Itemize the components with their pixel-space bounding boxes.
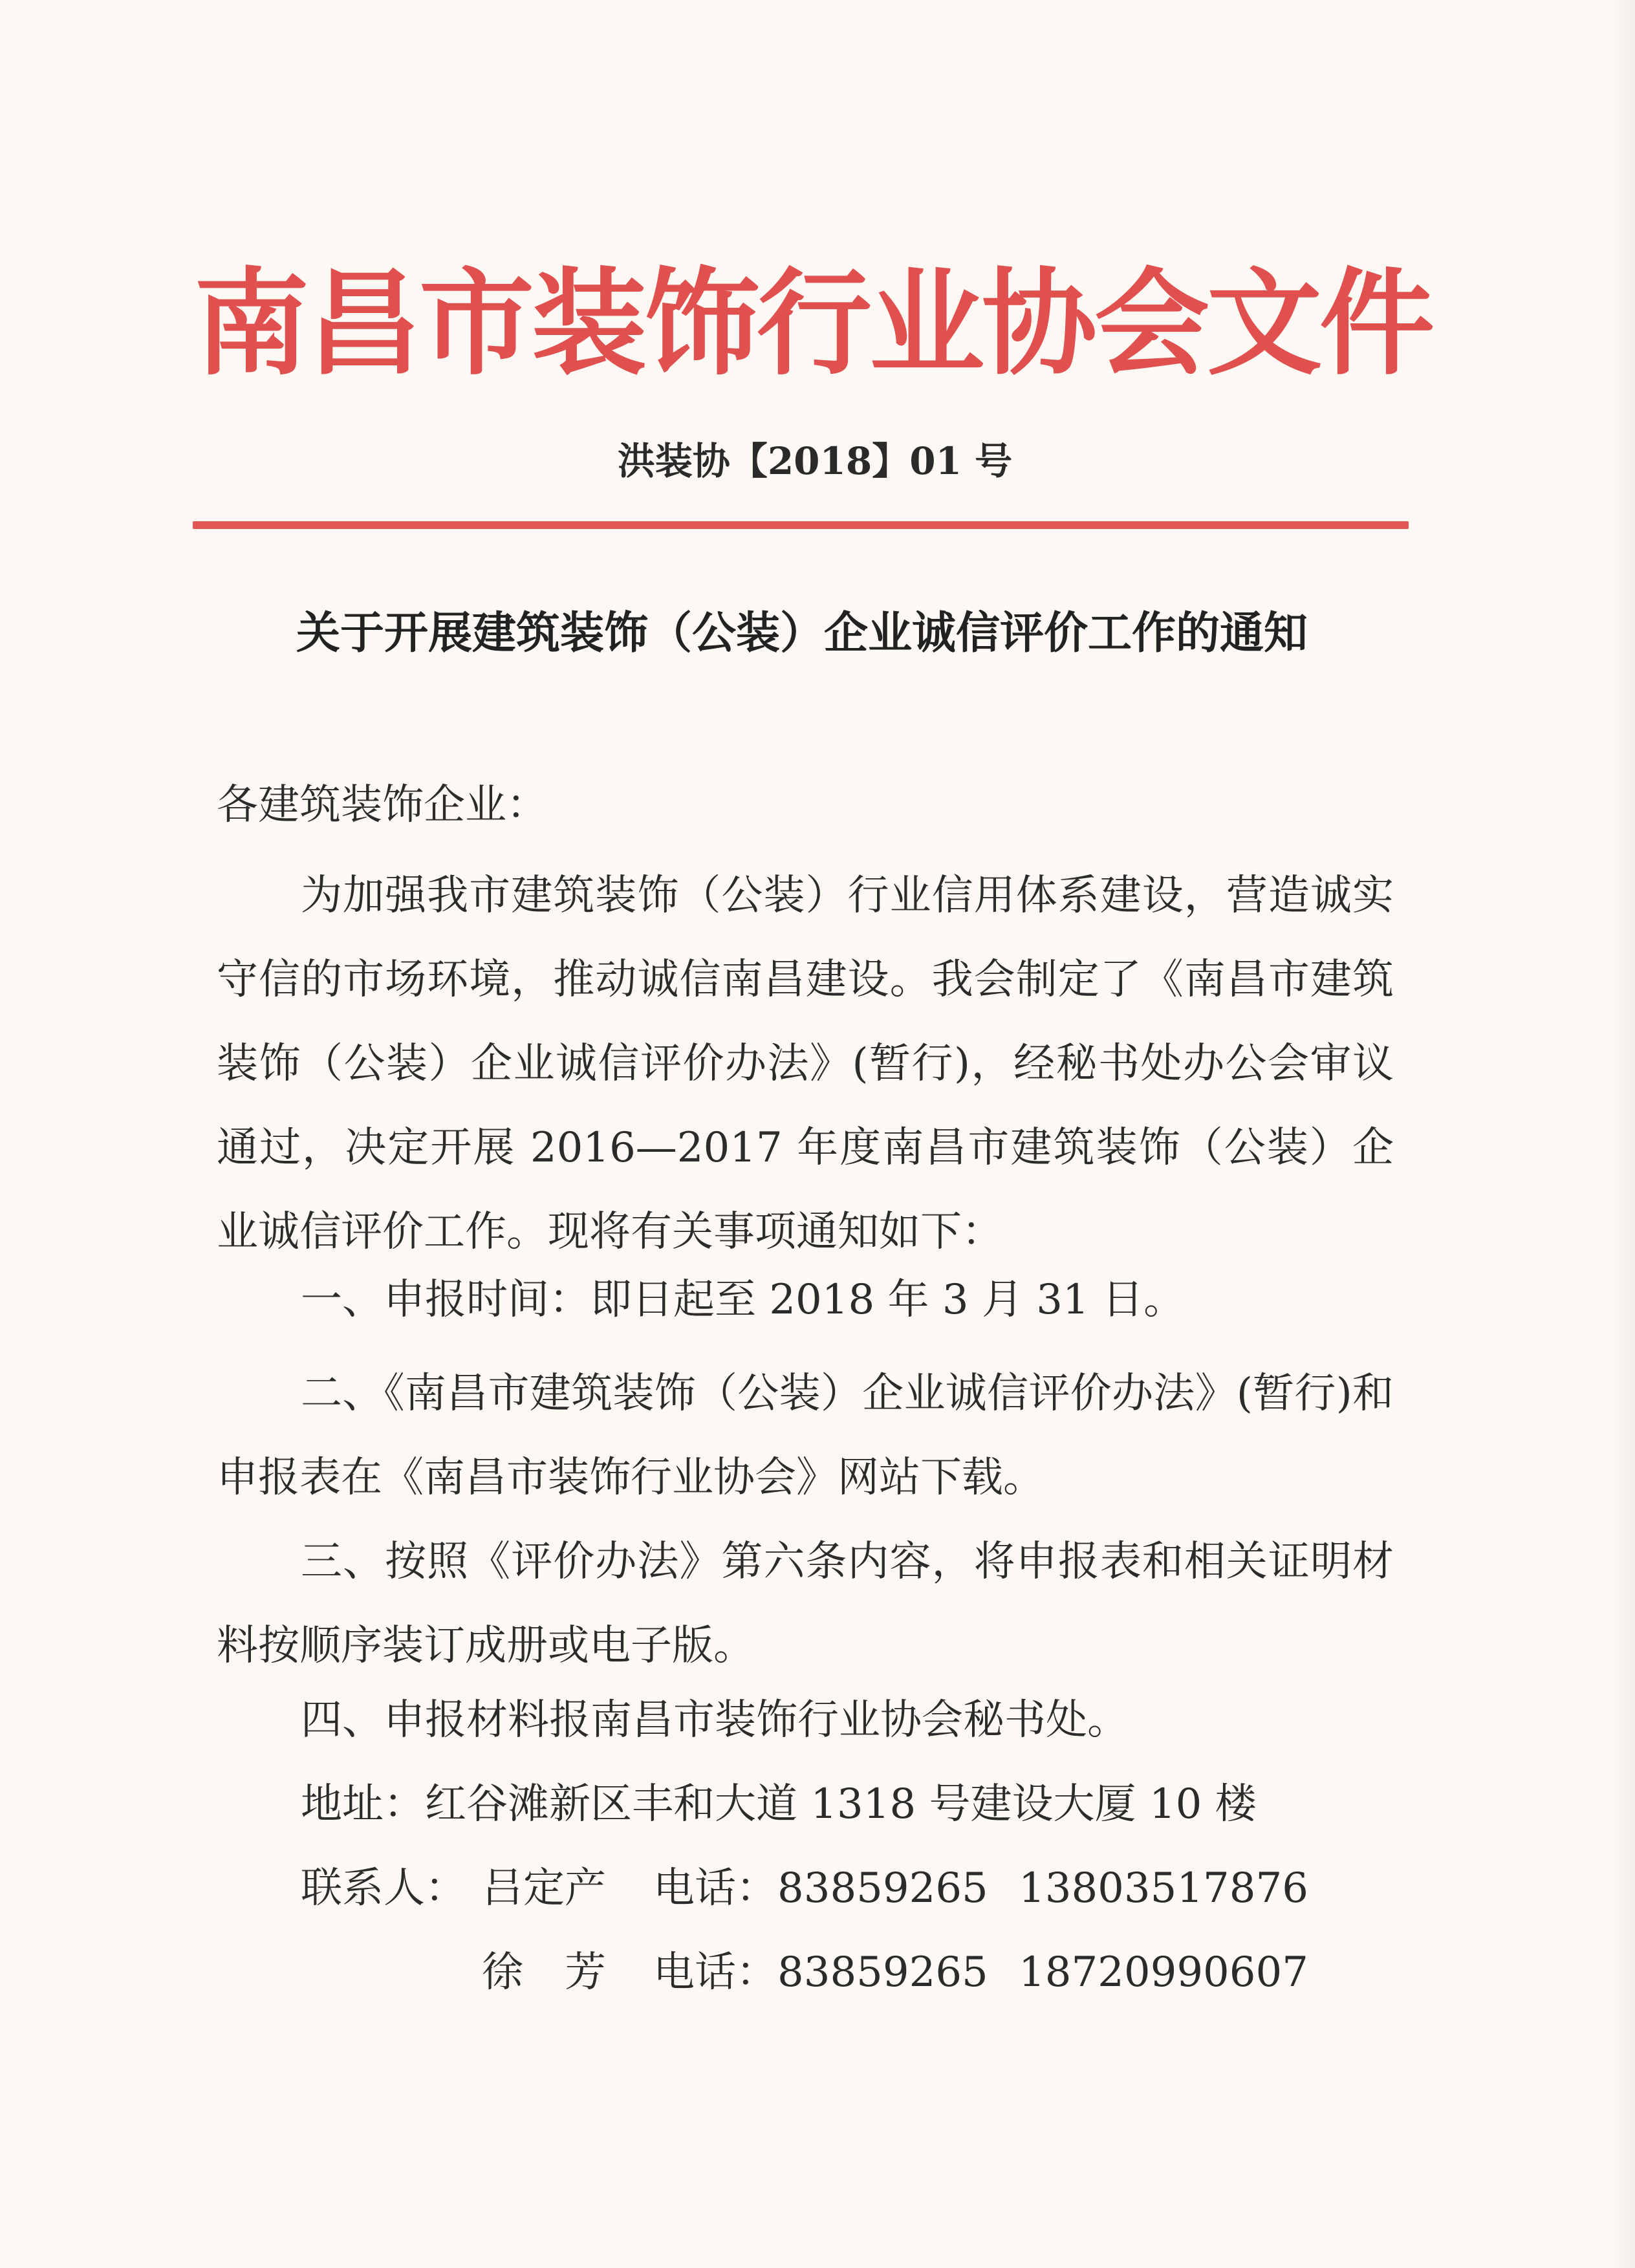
item-1-deadline: 一、申报时间：即日起至 2018 年 3 月 31 日。 [301,1276,1186,1324]
address-line: 地址：红谷滩新区丰和大道 1318 号建设大厦 10 楼 [301,1780,1257,1828]
phone-label: 电话： [653,1949,777,1996]
organization-header-title: 南昌市装饰行业协会文件 [194,255,1432,391]
contact-label: 联系人： [301,1864,466,1912]
item-2-download: 二、《南昌市建筑装饰（公装）企业诚信评价办法》(暂行)和申报表在《南昌市装饰行业协会》网站下载。 [217,1370,1394,1502]
body-paragraph: 为加强我市建筑装饰（公装）行业信用体系建设，营造诚实守信的市场环境，推动诚信南昌建设。我会制定了《南昌市建筑装饰（公装）企业诚信评价办法》(暂行)，经秘书处办公会审议通过，决定开展 2016—2017 年度南昌市建筑装饰（公装）企业诚信评价工作。现将有关事项通知如下： [217,872,1394,1256]
salutation: 各建筑装饰企业： [217,781,548,829]
contact-mobile: 13803517876 [1019,1864,1308,1912]
phone-label: 电话： [653,1864,777,1912]
item-4-submission: 四、申报材料报南昌市装饰行业协会秘书处。 [301,1696,1129,1744]
phone-number: 83859265 [777,1864,988,1912]
notice-title: 关于开展建筑装饰（公装）企业诚信评价工作的通知 [296,608,1308,659]
contact-phone [653,1940,988,2005]
contact-phone [653,1856,988,1921]
contact-name: 徐芳 [482,1949,647,1996]
contact-mobile: 18720990607 [1019,1949,1308,1996]
document-number: 洪装协【2018】01 号 [617,439,1013,483]
page-edge-shadow [1609,0,1635,2268]
contact-name: 吕定产 [482,1864,606,1912]
item-3-materials: 三、按照《评价办法》第六条内容，将申报表和相关证明材料按顺序装订成册或电子版。 [217,1538,1394,1670]
phone-number: 83859265 [777,1949,988,1996]
header-divider-rule [193,521,1409,529]
